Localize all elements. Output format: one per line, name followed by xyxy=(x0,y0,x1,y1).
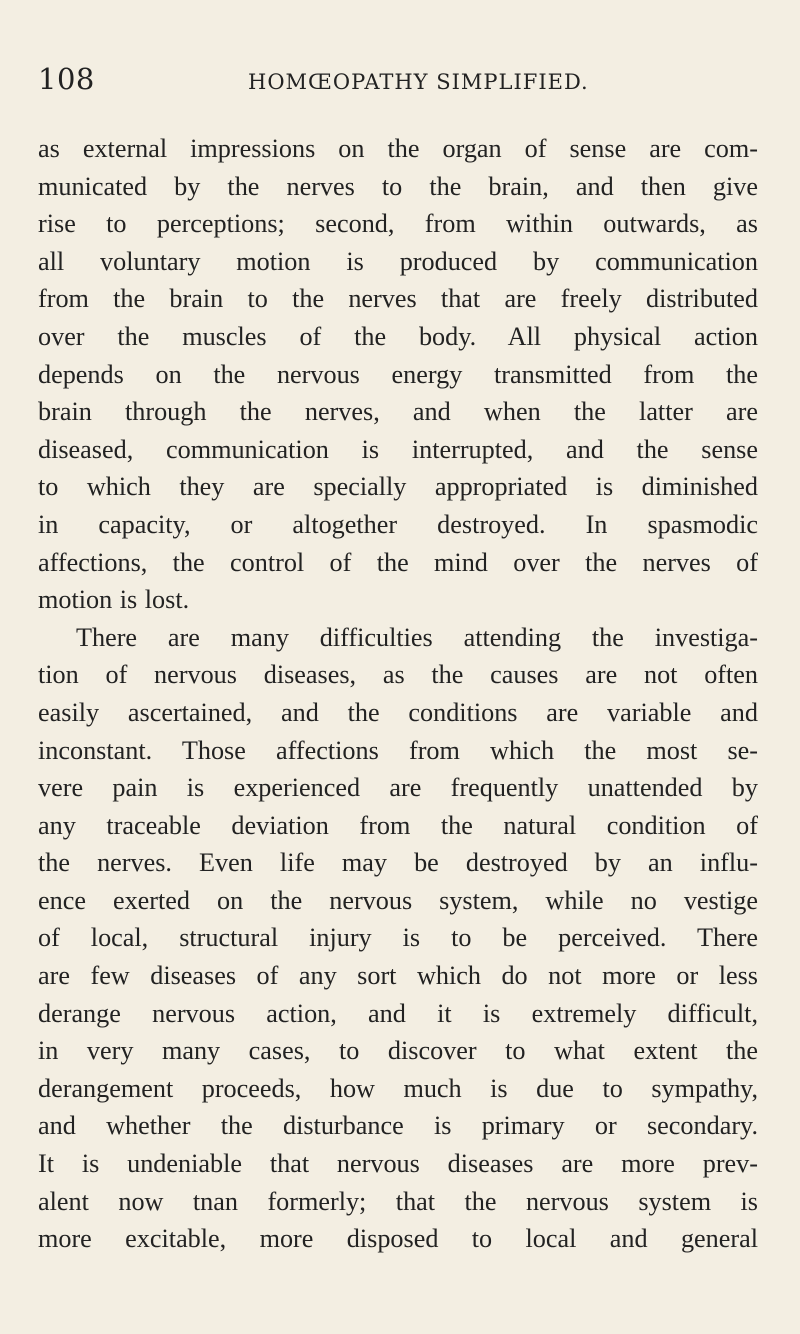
text-line: affections, the control of the mind over the nerves of xyxy=(38,547,758,577)
text-line: and whether the disturbance is primary or secondary. xyxy=(38,1111,758,1141)
text-line: municated by the nerves to the brain, and then give xyxy=(38,171,758,201)
text-line: the nerves. Even life may be destroyed by an influ- xyxy=(38,848,758,878)
text-line: any traceable deviation from the natural condition of xyxy=(38,810,758,840)
text-line: over the muscles of the body. All physical action xyxy=(38,321,758,351)
text-line: all voluntary motion is produced by communication xyxy=(38,246,758,276)
text-line: inconstant. Those affections from which the most se- xyxy=(38,735,758,765)
text-line: easily ascertained, and the conditions are variable and xyxy=(38,697,758,727)
text-line: derange nervous action, and it is extremely difficult, xyxy=(38,998,758,1028)
page-header xyxy=(38,62,758,96)
text-line: tion of nervous diseases, as the causes are not often xyxy=(38,660,758,690)
text-line: more excitable, more disposed to local and general xyxy=(38,1224,758,1254)
text-line: depends on the nervous energy transmitted from the xyxy=(38,359,758,389)
text-line: It is undeniable that nervous diseases are more prev- xyxy=(38,1149,758,1179)
text-line: motion is lost. xyxy=(38,585,190,615)
text-line: of local, structural injury is to be perceived. There xyxy=(38,923,758,953)
text-line: as external impressions on the organ of sense are com- xyxy=(38,134,758,163)
body-text xyxy=(38,130,758,1258)
text-line: from the brain to the nerves that are freely distributed xyxy=(38,284,758,314)
text-line: to which they are specially appropriated is diminished xyxy=(38,472,758,502)
text-line: ence exerted on the nervous system, while no vestige xyxy=(38,885,758,915)
text-line: diseased, communication is interrupted, and the sense xyxy=(38,434,758,464)
text-line: in very many cases, to discover to what extent the xyxy=(38,1036,758,1066)
running-title: HOMŒOPATHY SIMPLIFIED. xyxy=(248,70,589,94)
text-line: are few diseases of any sort which do not more or less xyxy=(38,961,758,991)
text-line: vere pain is experienced are frequently unattended by xyxy=(38,773,758,803)
text-line: alent now tnan formerly; that the nervous system is xyxy=(38,1186,758,1216)
text-line: in capacity, or altogether destroyed. In spasmodic xyxy=(38,509,758,539)
text-line: rise to perceptions; second, from within outwards, as xyxy=(38,209,758,239)
page-number: 108 xyxy=(38,62,95,96)
text-line: There are many difficulties attending the investiga- xyxy=(76,622,758,652)
text-line: derangement proceeds, how much is due to sympathy, xyxy=(38,1073,758,1103)
text-line: brain through the nerves, and when the latter are xyxy=(38,397,758,427)
